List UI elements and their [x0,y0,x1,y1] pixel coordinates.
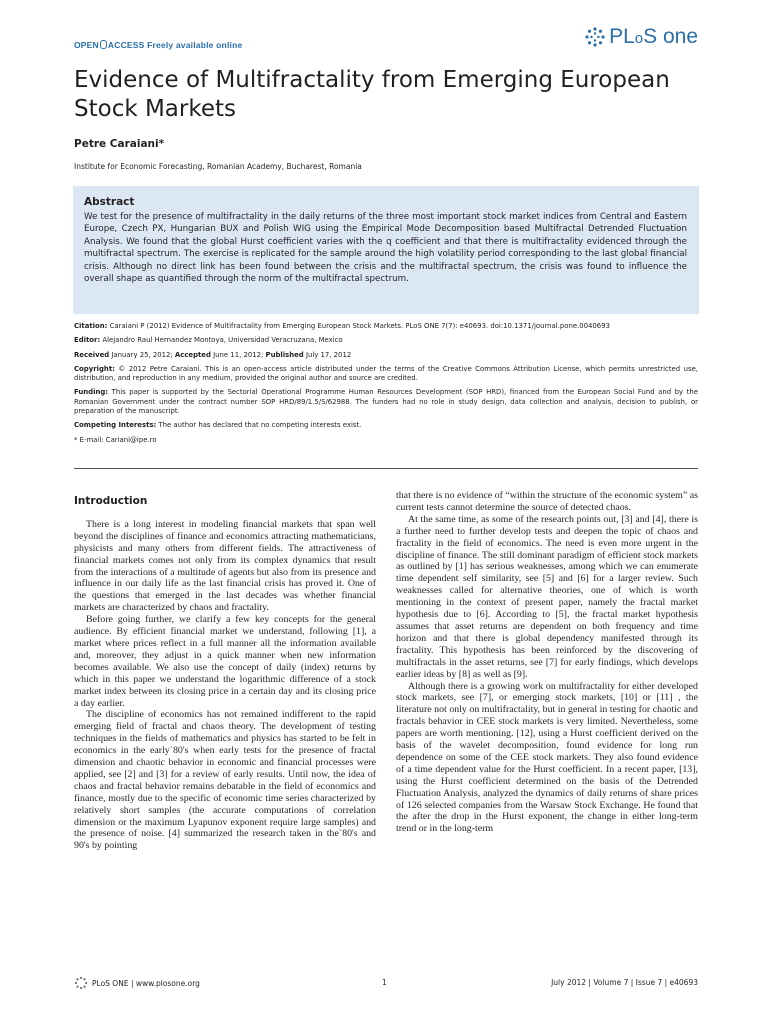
author-name: Petre Caraiani* [74,138,165,150]
body-column-left [74,496,376,852]
access-label: ACCESS Freely available online [107,40,243,50]
footer-issue: July 2012 | Volume 7 | Issue 7 | e40693 [551,978,698,987]
footer-journal: PLoS ONE | www.plosone.org [74,976,200,990]
email-row: * E-mail: Cariani@ipe.ro [74,435,157,444]
body-paragraph: At the same time, as some of the research points out, [3] and [4], there is a further need to further develop tests and deepen the topic of chaos and fractality in the field of economics. The need is even more urgent in the discipline of finance. The still dominant paradigm of efficient stock markets as outlined by [1] has serious weaknesses, among which we can enumerate time dependent self similarity, see [5] and [6] for a larger review. Such weaknesses called for alternative theories, one of which is worth mentioning in the context of present paper, namely the fractal market hypothesis due to [6]. According to [5], the fractal market hypothesis assumes that asset returns are dependent on both frequency and time horizon and that there is global dependency manifested through its fractality. This hypothesis has been reinforced by the discovering of multifractals in the asset returns, see [7] for early findings, which develops earlier ideas by [8] as well as [9]. [396,513,698,680]
article-metadata [74,322,698,450]
open-access-lock-icon [100,40,107,49]
page-number: 1 [382,978,387,987]
body-column-right [396,490,698,835]
body-paragraph: Before going further, we clarify a few key concepts for the general audience. By efficient financial market we understand, following [1], a market where prices reflect in a full manner all the information available and, moreover, they adjust in a quick manner when new information becomes available. We also use the concept of daily (index) returns by which in this paper we understand the logarithmic difference of a stock market index between its closing price in a certain day and its closing price a day earlier. [74,614,376,709]
abstract-heading: Abstract [84,196,135,208]
funding-row: Funding: This paper is supported by the Sectorial Operational Programme Human Resources Development (SOP HRD), financed from the European Social Fund and by the Romanian Government under the contract number SOP HRD/89/1.5/S/62988. The funders had no role in study design, data collection and analysis, decision to publish, or preparation of the manuscript. [74,388,698,416]
citation-row: Citation: Caraiani P (2012) Evidence of Multifractality from Emerging European Stock Markets. PLoS ONE 7(7): e40693. doi:10.1371/journal.pone.0040693 [74,322,610,330]
competing-interests-row: Competing Interests: The author has declared that no competing interests exist. [74,421,362,430]
open-label: OPEN [74,40,99,50]
editor-row: Editor: Alejandro Raul Hernandez Montoya, Universidad Veracruzana, Mexico [74,336,343,345]
plos-one-dots-icon [74,976,88,990]
body-paragraph: The discipline of economics has not remained indifferent to the rapid emerging field of fractal and chaos theory. The development of testing techniques in the fields of mathematics and physics has started to be felt in economics in the early`80's when early tests for the presence of fractal dimension and chaotic behavior in economic and financial processes were applied, see [2] and [3] for a review of early results. Until now, the idea of chaos and fractal behavior remains debatable in the field of economics and finance, mostly due to the specific of economic time series characterized by relatively short samples (the accurate computations of correlation dimension or the maximum Lyapunov exponent require large samples) and the presence of noise. [4] summarized the research taken in the`80's and 90's by pointing [74,709,376,852]
section-divider [74,468,698,469]
body-paragraph: Although there is a growing work on multifractality for either developed stock markets, see [7], or emerging stock markets, [10] or [11] , the literature not only on multifractality, but in general in testing for chaotic and fractals behavior in CEE stock markets is very limited. Nevertheless, some papers are worth mentioning. [12], using a Hurst coefficient derived on the basis of the wavelet decomposition, found evidence for long run dependence on some of the CEE stock markets. They also found evidence of a time dependent value for the Hurst coefficient. In a recent paper, [13], using the Hurst coefficient determined on the basis of the Detrended Fluctuation Analysis, analyzed the dynamics of daily returns of share prices of 126 selected companies from the Warsaw Stock Exchange. He found that the after the drop in the Hurst exponent, the change in either long-term trend or in the long-term [396,680,698,835]
dates-row: Received January 25, 2012; Accepted June 11, 2012; Published July 17, 2012 [74,350,352,359]
article-title: Evidence of Multifractality from Emerging European Stock Markets [74,67,670,122]
open-access-banner [74,40,242,50]
plos-one-logo [584,25,698,49]
introduction-heading: Introduction [74,495,148,507]
body-paragraph: that there is no evidence of “within the structure of the economic system” as current tests cannot determine the source of detected chaos. [396,490,698,513]
journal-header [74,25,698,63]
body-paragraph: There is a long interest in modeling financial markets that span well beyond the disciplines of finance and economics attracting mathematicians, physicists and many others from different fields. The attractiveness of financial markets comes not only from its complex dynamics that result from the interactions of a multitude of agents but also from its presence and influence in our daily life as the last financial crisis has proved it. One of the questions that emerged in the last decades was whether financial markets are characterized by chaos and fractality. [74,518,376,614]
author-affiliation: Institute for Economic Forecasting, Romanian Academy, Bucharest, Romania [74,162,362,171]
plos-one-dots-icon [584,26,606,48]
abstract-box [73,186,699,314]
abstract-text: We test for the presence of multifractality in the daily returns of the three most important stock market indices from Central and Eastern Europe, Czech PX, Hungarian BUX and Polish WIG using the Empirical Mode Decomposition based Multifractal Detrended Fluctuation Analysis. We found that the global Hurst coefficient varies with the q coefficient and that there is multifractality evidenced through the multifractal spectrum. The exercise is replicated for the sample around the high volatility period corresponding to the last global financial crisis. Although no direct link has been found between the crisis and the multifractal spectrum, the crisis was found to influence the overall shape as quantified through the norm of the multifractal spectrum. [84,212,687,285]
page-footer [74,972,698,992]
copyright-row: Copyright: © 2012 Petre Caraiani. This is an open-access article distributed under the terms of the Creative Commons Attribution License, which permits unrestricted use, distribution, and reproduction in any medium, provided the original author and source are credited. [74,364,698,383]
brand-wordmark: PLoS one [609,25,698,48]
